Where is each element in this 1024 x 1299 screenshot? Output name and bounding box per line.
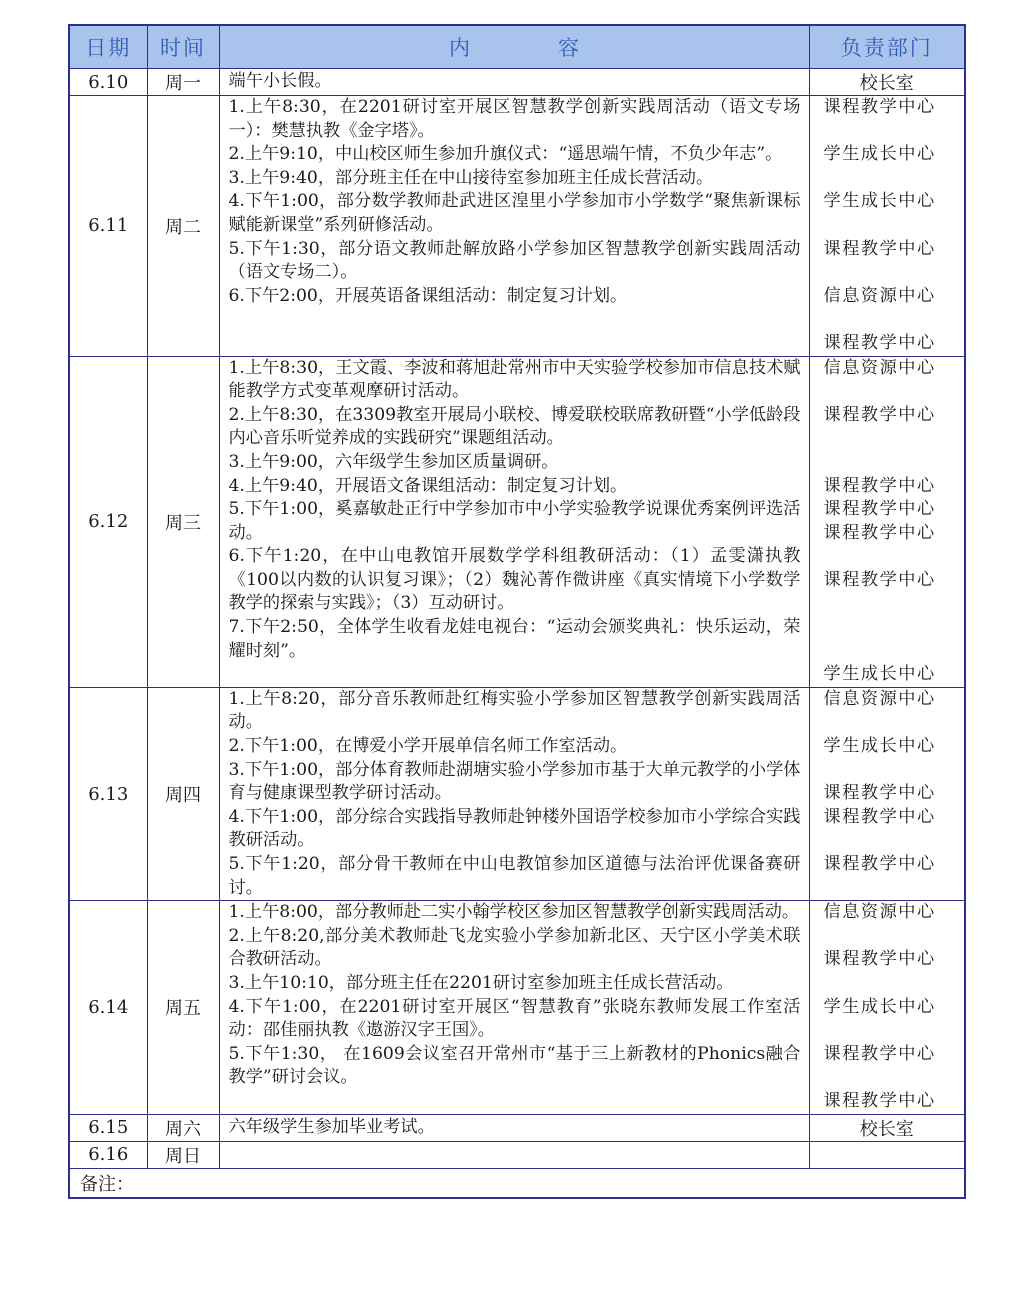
row-6-10: [69, 69, 965, 96]
activity-item: 3.下午1:00，部分体育教师赴湖塘实验小学参加市基于大单元教学的小学体育与健康课型教学研讨活动。: [228, 759, 801, 804]
activity-item: 1.上午8:20，部分音乐教师赴红梅实验小学参加区智慧教学创新实践周活动。: [228, 688, 801, 733]
activity-item: 3.上午10:10，部分班主任在2201研讨室参加班主任成长营活动。: [228, 972, 734, 993]
dept-label: 学生成长中心: [823, 191, 936, 212]
row-content: [219, 901, 809, 1114]
row-content: [219, 687, 809, 900]
row-day: 周二: [147, 96, 219, 357]
row-6-14: [69, 901, 965, 1114]
row-6-13: [69, 687, 965, 900]
dept-label: 学生成长中心: [823, 736, 936, 757]
dept-label: 课程教学中心: [823, 475, 936, 496]
dept-label: 信息资源中心: [823, 902, 936, 923]
note-label: 备注：: [69, 1168, 965, 1198]
dept-label: 信息资源中心: [823, 688, 936, 709]
dept-label: 课程教学中心: [823, 806, 936, 827]
row-depts: [809, 901, 965, 1114]
row-6-11: [69, 96, 965, 357]
row-depts: [809, 96, 965, 357]
header-content: 内 容: [219, 25, 809, 69]
dept-label: 课程教学中心: [823, 1090, 936, 1111]
row-date: 6.15: [69, 1114, 147, 1141]
activity-item: 端午小长假。: [228, 71, 332, 92]
row-day: 周四: [147, 687, 219, 900]
row-dept: [809, 1141, 965, 1168]
header-row: [69, 25, 965, 69]
dept-label: 课程教学中心: [823, 569, 936, 590]
dept-label: 课程教学中心: [823, 1043, 936, 1064]
row-date: 6.14: [69, 901, 147, 1114]
row-dept: 校长室: [809, 1114, 965, 1141]
row-day: 周日: [147, 1141, 219, 1168]
activity-item: 六年级学生参加毕业考试。: [228, 1116, 435, 1137]
row-date: 6.12: [69, 356, 147, 687]
activity-item: 6.下午2:00，开展英语备课组活动：制定复习计划。: [228, 285, 628, 306]
row-content: [219, 1114, 809, 1141]
activity-item: 5.下午1:30， 在1609会议室召开常州市“基于三上新教材的Phonics融合教学”研讨会议。: [228, 1043, 801, 1088]
row-content: [219, 356, 809, 687]
row-depts: [809, 687, 965, 900]
dept-label: 学生成长中心: [823, 996, 936, 1017]
dept-label: 信息资源中心: [823, 357, 936, 378]
activity-item: 1.上午8:00，部分教师赴二实小翰学校区参加区智慧教学创新实践周活动。: [228, 902, 800, 923]
schedule-sheet: [68, 24, 964, 1199]
dept-label: 课程教学中心: [823, 783, 936, 804]
note-row: [69, 1168, 965, 1198]
row-date: 6.16: [69, 1141, 147, 1168]
activity-item: 4.下午1:00，部分综合实践指导教师赴钟楼外国语学校参加市小学综合实践教研活动。: [228, 806, 801, 851]
activity-item: 2.上午8:20,部分美术教师赴飞龙实验小学参加新北区、天宁区小学美术联合教研活动。: [228, 925, 801, 970]
row-dept: 校长室: [809, 69, 965, 96]
row-date: 6.11: [69, 96, 147, 357]
dept-label: 课程教学中心: [823, 97, 936, 117]
activity-item: 3.上午9:40，部分班主任在中山接待室参加班主任成长营活动。: [228, 167, 714, 188]
header-date: 日期: [69, 25, 147, 69]
activity-item: 2.上午9:10，中山校区师生参加升旗仪式：“遥思端午情，不负少年志”。: [228, 144, 783, 165]
activity-item: 1.上午8:30，在2201研讨室开展区智慧教学创新实践周活动（语文专场一）：樊慧执教《金字塔》。: [228, 97, 801, 141]
activity-item: 5.下午1:00，奚嘉敏赴正行中学参加市中小学实验教学说课优秀案例评选活动。: [228, 499, 801, 543]
activity-item: 5.下午1:30，部分语文教师赴解放路小学参加区智慧教学创新实践周活动（语文专场二）。: [228, 238, 801, 283]
dept-label: 课程教学中心: [823, 332, 936, 353]
dept-label: 课程教学中心: [823, 238, 936, 259]
activity-item: 6.下午1:20，在中山电教馆开展数学学科组教研活动：（1）孟雯潇执教《100以内数的认识复习课》；（2）魏沁菁作微讲座《真实情境下小学数学教学的探索与实践》；（3）互动研讨。: [228, 546, 801, 614]
row-content: [219, 1141, 809, 1168]
row-6-15: [69, 1114, 965, 1141]
dept-label: 课程教学中心: [823, 499, 936, 520]
dept-label: 信息资源中心: [823, 285, 936, 306]
row-day: 周五: [147, 901, 219, 1114]
activity-item: 7.下午2:50，全体学生收看龙娃电视台：“运动会颁奖典礼：快乐运动，荣耀时刻”。: [228, 617, 801, 661]
activity-item: 1.上午8:30，王文霞、李波和蒋旭赴常州市中天实验学校参加市信息技术赋能教学方式变革观摩研讨活动。: [228, 357, 801, 402]
row-6-16: [69, 1141, 965, 1168]
row-content: [219, 69, 809, 96]
activity-item: 2.上午8:30，在3309教室开展局小联校、博爱联校联席教研暨“小学低龄段内心音乐听觉养成的实践研究”课题组活动。: [228, 404, 801, 449]
dept-label: 课程教学中心: [823, 404, 936, 425]
row-6-12: [69, 356, 965, 687]
row-day: 周六: [147, 1114, 219, 1141]
activity-item: 3.上午9:00，六年级学生参加区质量调研。: [228, 451, 559, 472]
dept-label: 课程教学中心: [823, 522, 936, 543]
dept-label: 课程教学中心: [823, 854, 936, 874]
row-date: 6.10: [69, 69, 147, 96]
activity-item: 2.下午1:00，在博爱小学开展单信名师工作室活动。: [228, 736, 628, 757]
dept-label: 学生成长中心: [823, 144, 936, 165]
row-content: [219, 96, 809, 357]
header-dept: 负责部门: [809, 25, 965, 69]
weekly-schedule-table: [68, 24, 966, 1199]
activity-item: 4.上午9:40，开展语文备课组活动：制定复习计划。: [228, 475, 628, 496]
row-day: 周一: [147, 69, 219, 96]
header-time: 时间: [147, 25, 219, 69]
activity-item: 4.下午1:00，在2201研讨室开展区“智慧教育”张晓东教师发展工作室活动：邵佳丽执教《遨游汉字王国》。: [228, 996, 801, 1041]
row-depts: [809, 356, 965, 687]
activity-item: 5.下午1:20，部分骨干教师在中山电教馆参加区道德与法治评优课备赛研讨。: [228, 854, 801, 898]
dept-label: 学生成长中心: [823, 664, 936, 685]
row-date: 6.13: [69, 687, 147, 900]
row-day: 周三: [147, 356, 219, 687]
dept-label: 课程教学中心: [823, 949, 936, 970]
activity-item: 4.下午1:00，部分数学教师赴武进区湟里小学参加市小学数学“聚焦新课标 赋能新课堂”系列研修活动。: [228, 191, 801, 235]
